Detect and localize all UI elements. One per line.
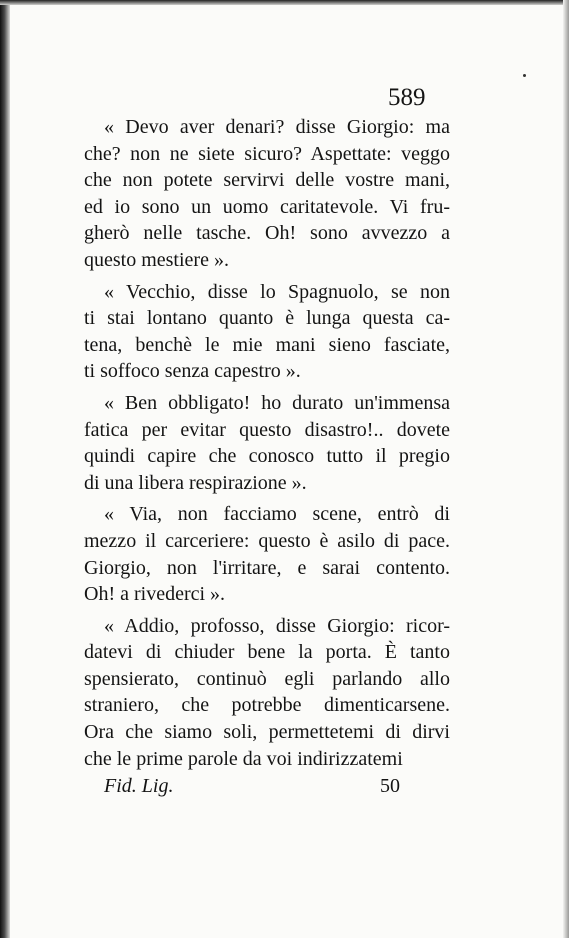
text-line: Giorgio, non l'irritare, e sarai contento. [84,556,450,579]
text-line: che? non ne siete sicuro? Aspettate: veggo [84,142,450,165]
text-line: « Devo aver denari? disse Giorgio: ma [104,116,450,138]
text-line: Oh! a rivederci ». [84,583,226,606]
text-line: fatica per evitar questo disastro!.. dovete [84,418,450,441]
right-page-edge [563,0,569,938]
text-line: datevi di chiuder bene la porta. È tanto [84,641,450,664]
text-line: questo mestiere ». [84,248,229,271]
text-line: straniero, che potrebbe dimenticarsene. [84,694,450,717]
binding-shadow [0,0,10,938]
text-line: tena, benchè le mie mani sieno fasciate, [84,333,450,356]
text-line: ti stai lontano quanto è lunga questa ca- [84,307,450,330]
text-line: « Ben obbligato! ho durato un'immensa [104,391,450,414]
text-line: spensierato, continuò egli parlando allo [84,667,450,690]
page-number: 589 [388,84,426,111]
text-line: « Via, non facciamo scene, entrò di [104,503,450,526]
text-line: « Addio, profosso, disse Giorgio: ricor- [104,614,450,637]
text-line: che non potete servirvi delle vostre mani, [84,169,450,192]
signature-mark: Fid. Lig. [104,775,174,797]
text-line: ti soffoco senza capestro ». [84,360,301,383]
top-edge-shadow [0,0,569,5]
text-line: « Vecchio, disse lo Spagnuolo, se non [104,280,450,303]
text-line: di una libera respirazione ». [84,471,307,494]
text-line: gherò nelle tasche. Oh! sono avvezzo a [84,222,450,245]
page-footer [104,773,400,799]
body-text [84,114,450,772]
text-line: quindi capire che conosco tutto il pregio [84,445,450,468]
gathering-number: 50 [380,775,400,797]
text-line: Ora che siamo soli, permettetemi di dirvi [84,721,450,744]
text-line: mezzo il carceriere: questo è asilo di pace. [84,529,450,552]
paper-speck [523,74,526,77]
text-line: che le prime parole da voi indirizzatemi [84,747,403,770]
text-line: ed io sono un uomo caritatevole. Vi fru- [84,195,450,218]
